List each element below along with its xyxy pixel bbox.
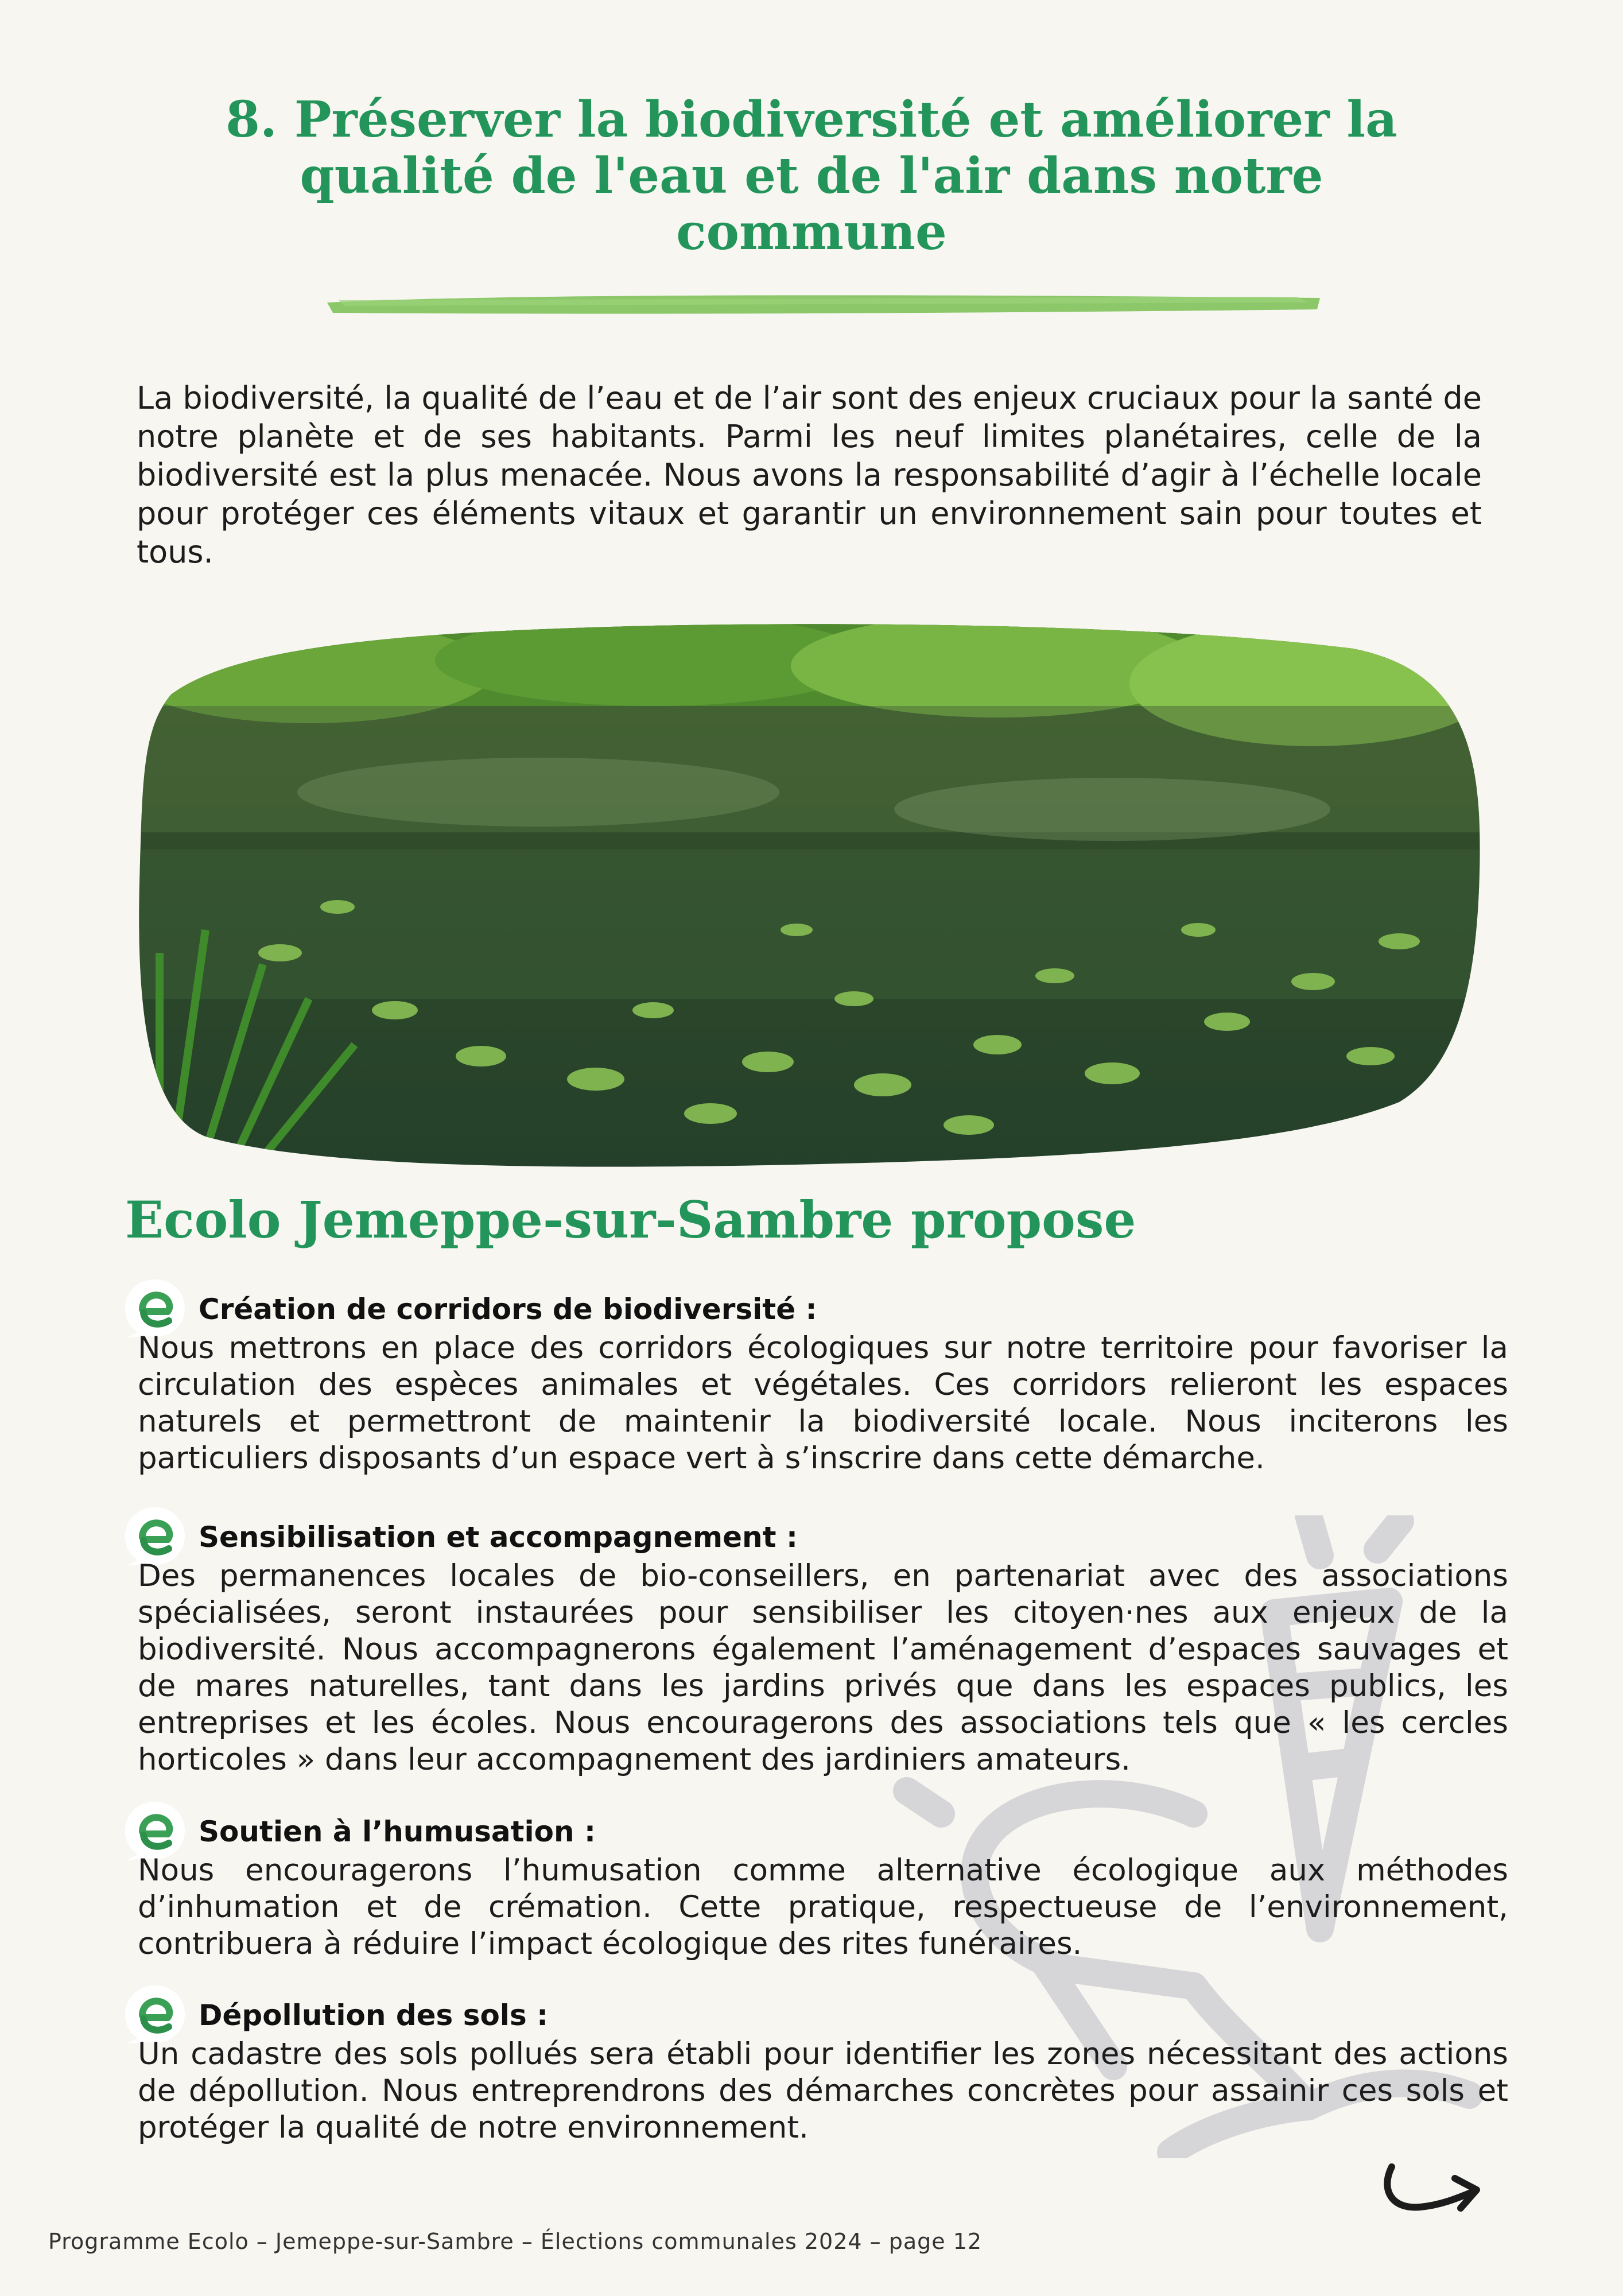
proposal-item-corridors [121,1289,1509,1477]
page-title-line-1: 8. Préserver la biodiversité et améliorer la [226,91,1397,149]
pond-photo [137,608,1485,1171]
proposal-title: Création de corridors de biodiversité : [199,1293,817,1326]
proposal-title: Soutien à l’humusation : [199,1815,596,1848]
page-title-line-3: commune [676,203,947,261]
brush-stroke-divider [321,290,1326,319]
page-title [132,92,1491,261]
proposal-item-header [121,1289,1509,1330]
intro-paragraph: La biodiversité, la qualité de l’eau et de l’air sont des enjeux cruciaux pour la santé de notre planète et de ses habitants. Parmi les neuf limites planétaires, celle de la biodiversité est la plus menacée. Nous avons la responsabilité d’agir à l’échelle locale pour protéger ces éléments vitaux et garantir un environnement sain pour toutes et tous. [137,380,1482,570]
proposals-heading: Ecolo Jemeppe-sur-Sambre propose [125,1190,1136,1250]
proposal-text: Nous encouragerons l’humusation comme alternative écologique aux méthodes d’inhumation et de crémation. Cette pratique, respectueuse de l’environnement, contribuera à réduire l’impact écologique des rites funéraires. [138,1853,1508,1961]
page-title-line-2: qualité de l'eau et de l'air dans notre [300,147,1323,205]
page-footer: Programme Ecolo – Jemeppe-sur-Sambre – Élections communales 2024 – page 12 [48,2229,983,2254]
proposal-title: Sensibilisation et accompagnement : [199,1521,798,1554]
curved-arrow-icon[interactable] [1380,2155,1484,2219]
proposal-title: Dépollution des sols : [199,1999,549,2032]
proposal-text: Des permanences locales de bio-conseillers, en partenariat avec des associations spécialisées, seront instaurées pour sensibiliser les citoyen·nes aux enjeux de la biodiversité. Nous accompagnerons également l’aménagement d’espaces sauvages et de mares naturelles, tant dans les jardins privés que dans les espaces publics, les entreprises et les écoles. Nous encouragerons des associations tels que « les cercles horticoles » dans leur accompagnement des jardiniers amateurs. [138,1558,1508,1777]
proposal-text: Nous mettrons en place des corridors écologiques sur notre territoire pour favoriser la circulation des espèces animales et végétales. Ces corridors relieront les espaces naturels et permettront de maintenir la biodiversité locale. Nous inciterons les particuliers disposants d’un espace vert à s’inscrire dans cette démarche. [138,1331,1508,1476]
proposal-text: Un cadastre des sols pollués sera établi pour identifier les zones nécessitant des actions de dépollution. Nous entreprendrons des démarches concrètes pour assainir ces sols et protéger la qualité de notre environnement. [138,2037,1508,2145]
